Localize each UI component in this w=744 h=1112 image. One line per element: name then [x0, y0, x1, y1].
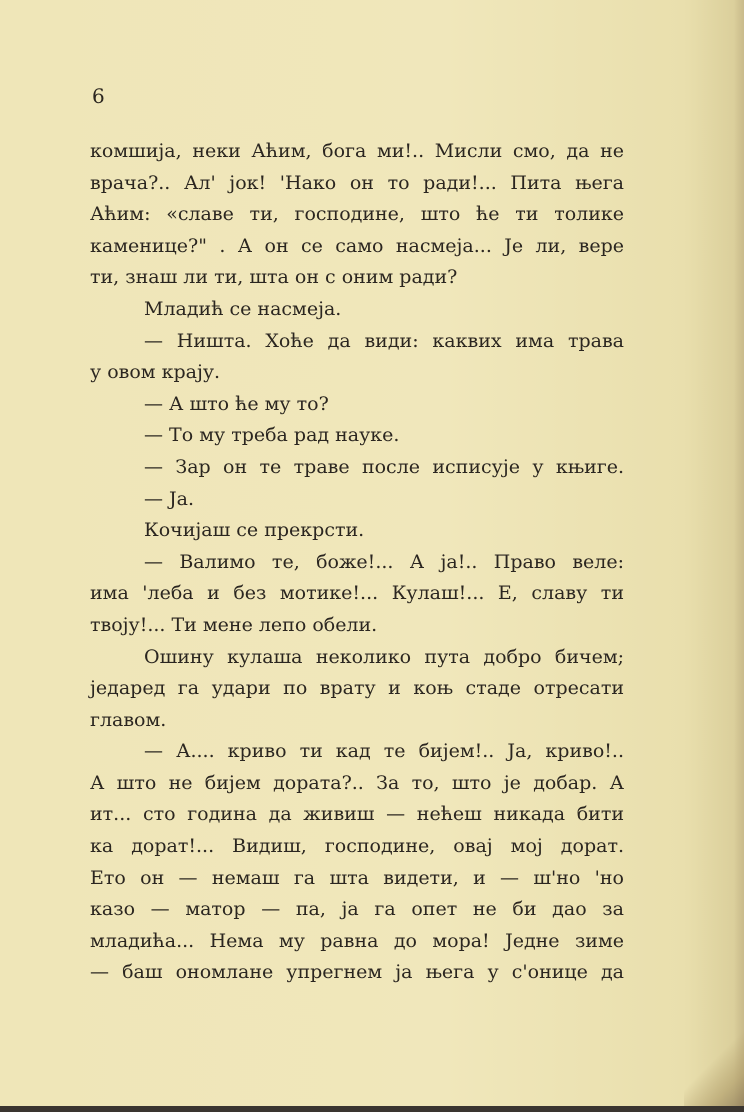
text-line: ти, знаш ли ти, шта он с оним ради? [90, 266, 458, 289]
text-line: Младић се насмеја. [144, 297, 342, 320]
text-line: ка дорат!... Видиш, господине, овај мој дорат. [90, 835, 624, 858]
page-number: 6 [92, 84, 105, 108]
text-line: каменице?" . А он се само насмеја... Је ли, вере [90, 234, 624, 257]
text-line: Ето он — немаш га шта видети, и — ш'но 'но [90, 866, 624, 889]
text-line: — А.... криво ти кад те бијем!.. Ја, криво!.. [144, 740, 624, 763]
page-corner-fold [684, 996, 744, 1106]
text-line: твоју!... Ти мене лепо обели. [90, 613, 378, 636]
text-line: — То му треба рад науке. [144, 424, 400, 447]
scan-bottom-border [0, 1106, 744, 1112]
text-line: А што не бијем дората?.. За то, што је добар. А [90, 771, 624, 794]
text-line: — баш ономлане упрегнем ја њега у с'онице да [90, 961, 624, 984]
text-line: ит... сто година да живиш — нећеш никада бити [90, 803, 624, 826]
text-line: Кочијаш се прекрсти. [144, 519, 365, 542]
text-line: има 'леба и без мотике!... Кулаш!... Е, славу ти [90, 582, 624, 605]
text-line: комшија, неки Аћим, бога ми!.. Мисли смо, да не [90, 140, 624, 162]
text-line: — Ништа. Хоће да види: каквих има трава [144, 329, 624, 352]
text-line: казо — матор — па, ја га опет не би дао за [90, 898, 624, 921]
text-line: једаред га удари по врату и коњ стаде отресати [90, 677, 624, 700]
text-line: Ошину кулаша неколико пута добро бичем; [144, 645, 624, 668]
text-line: у овом крају. [90, 361, 221, 384]
page-edge-shadow [734, 0, 744, 1112]
text-line: младића... Нема му равна до мора! Једне зиме [90, 929, 624, 952]
text-line: — А што ће му то? [144, 392, 329, 415]
text-line: — Ја. [144, 487, 195, 510]
text-line: — Валимо те, боже!... А ја!.. Право веле: [144, 550, 624, 573]
text-line: врача?.. Ал' јок! 'Нако он то ради!... Пита њега [90, 171, 624, 194]
text-line: Аћим: «славе ти, господине, што ће ти толике [90, 203, 624, 226]
text-line: главом. [90, 708, 167, 731]
body-text [90, 136, 624, 989]
text-line: — Зар он те траве после исписује у књиге. [144, 455, 624, 478]
